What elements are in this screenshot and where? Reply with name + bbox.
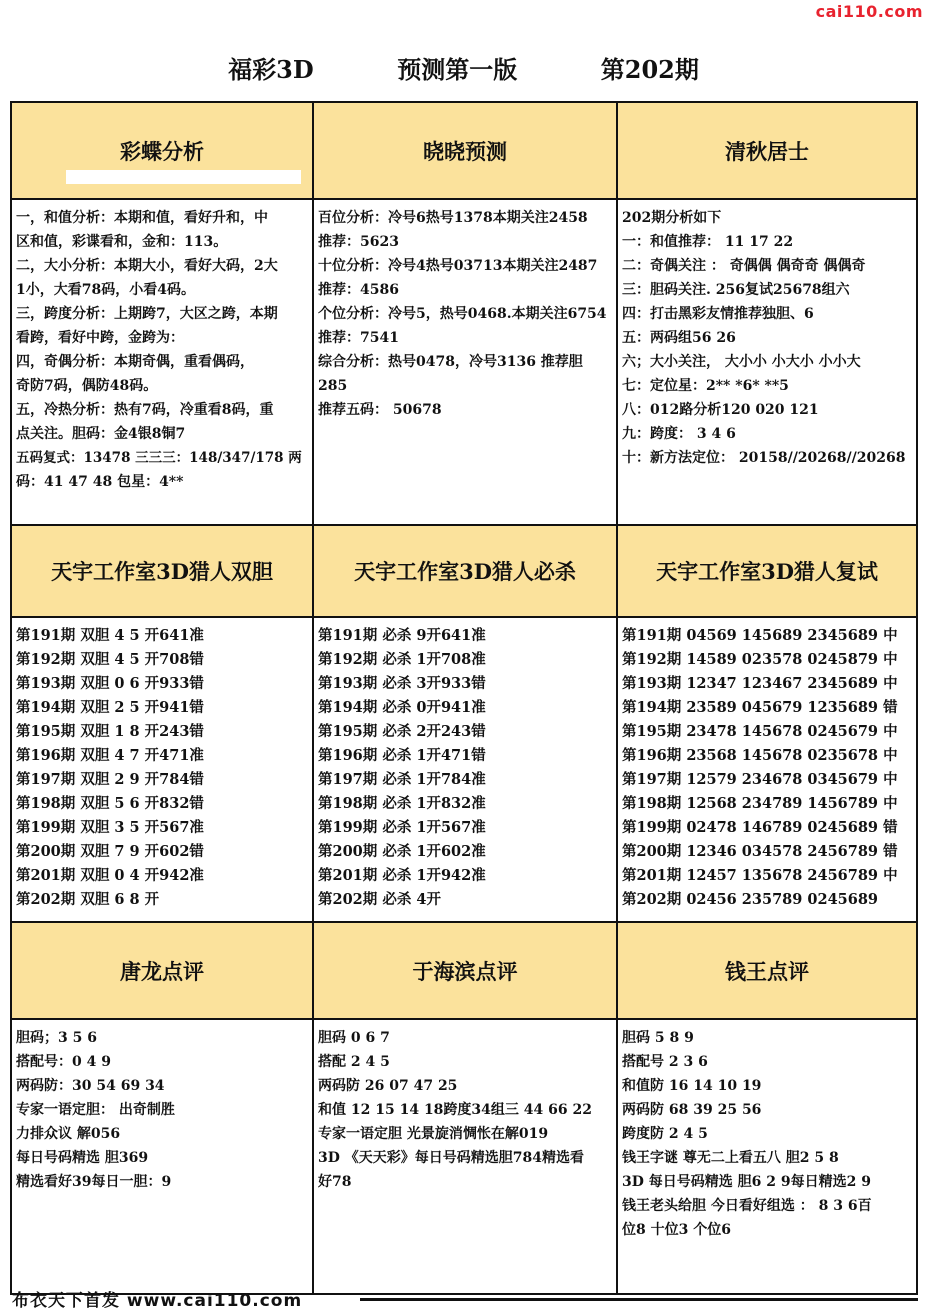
section-line: 五：两码组56 26 bbox=[622, 330, 736, 346]
section-body-qingqiu bbox=[618, 200, 918, 526]
section-line: 六；大小关注， 大小小 小大小 小小大 bbox=[622, 354, 861, 370]
section-header-yuhaibin: 于海滨点评 bbox=[314, 923, 618, 1020]
section-line: 搭配号：0 4 9 bbox=[16, 1054, 111, 1070]
section-body-xiaoxiao bbox=[314, 200, 618, 526]
section-line: 七：定位星：2** *6* **5 bbox=[622, 378, 789, 394]
section-line: 搭配 2 4 5 bbox=[318, 1054, 390, 1070]
section-line: 一：和值推荐： 11 17 22 bbox=[622, 234, 794, 250]
section-line: 推荐：4586 bbox=[318, 282, 399, 298]
section-line: 第202期 双胆 6 8 开 bbox=[16, 891, 160, 908]
title-issue: 第202期 bbox=[600, 55, 699, 84]
section-line: 两码防 26 07 47 25 bbox=[318, 1078, 458, 1094]
section-line: 第200期 12346 034578 2456789 错 bbox=[622, 843, 898, 860]
section-line: 第198期 双胆 5 6 开832错 bbox=[16, 795, 204, 812]
section-line: 3D 每日号码精选 胆6 2 9每日精选2 9 bbox=[622, 1174, 871, 1190]
section-line: 专家一语定胆 光景旋消惆怅在解019 bbox=[318, 1126, 549, 1142]
section-line: 第201期 12457 135678 2456789 中 bbox=[622, 867, 898, 884]
section-line: 第193期 必杀 3开933错 bbox=[318, 675, 486, 692]
section-line: 第200期 必杀 1开602准 bbox=[318, 843, 486, 860]
section-line: 第191期 双胆 4 5 开641准 bbox=[16, 627, 204, 644]
section-line: 综合分析：热号0478，冷号3136 推荐胆 bbox=[318, 354, 583, 370]
section-header-bisha: 天宇工作室3D猎人必杀 bbox=[314, 526, 618, 618]
section-line: 四，奇偶分析：本期奇偶，重看偶码， bbox=[16, 354, 254, 370]
section-line: 五码复式：13478 三三三：148/347/178 两 bbox=[16, 450, 302, 466]
section-header-qianwang: 钱王点评 bbox=[618, 923, 918, 1020]
section-line: 三：胆码关注. 256复试25678组六 bbox=[622, 282, 850, 298]
section-line: 钱王老头给胆 今日看好组选 ： 8 3 6百 bbox=[622, 1198, 872, 1214]
section-body-fushi bbox=[618, 618, 918, 923]
section-header-tanglong: 唐龙点评 bbox=[12, 923, 314, 1020]
section-line: 两码防 68 39 25 56 bbox=[622, 1102, 762, 1118]
section-line: 专家一语定胆： 出奇制胜 bbox=[16, 1102, 175, 1118]
section-line: 第199期 双胆 3 5 开567准 bbox=[16, 819, 204, 836]
section-line: 第192期 双胆 4 5 开708错 bbox=[16, 651, 204, 668]
page-title bbox=[0, 50, 927, 85]
section-line: 第194期 必杀 0开941准 bbox=[318, 699, 486, 716]
section-line: 胆码；3 5 6 bbox=[16, 1030, 97, 1046]
section-header-qingqiu: 清秋居士 bbox=[618, 103, 918, 200]
section-body-yuhaibin bbox=[314, 1020, 618, 1295]
footer-rule bbox=[360, 1298, 918, 1301]
section-line: 两码防：30 54 69 34 bbox=[16, 1078, 165, 1094]
title-lottery: 福彩3D bbox=[228, 55, 314, 84]
section-line: 第197期 双胆 2 9 开784错 bbox=[16, 771, 204, 788]
section-body-bisha bbox=[314, 618, 618, 923]
section-line: 码：41 47 48 包星：4** bbox=[16, 474, 184, 490]
section-line: 钱王字谜 尊无二上看五八 胆2 5 8 bbox=[622, 1150, 839, 1166]
footer-source: 布衣天下首发 www.cai110.com bbox=[12, 1291, 303, 1311]
section-line: 八：012路分析120 020 121 bbox=[622, 402, 819, 418]
section-line: 二，大小分析：本期大小，看好大码，2大 bbox=[16, 258, 278, 274]
section-line: 第199期 必杀 1开567准 bbox=[318, 819, 486, 836]
section-line: 第200期 双胆 7 9 开602错 bbox=[16, 843, 204, 860]
section-body-caidie bbox=[12, 200, 314, 526]
section-line: 第191期 04569 145689 2345689 中 bbox=[622, 627, 898, 644]
section-body-tanglong bbox=[12, 1020, 314, 1295]
section-line: 点关注。胆码：金4银8铜7 bbox=[16, 426, 186, 442]
section-line: 推荐：7541 bbox=[318, 330, 399, 346]
section-line: 第201期 双胆 0 4 开942准 bbox=[16, 867, 204, 884]
section-line: 位8 十位3 个位6 bbox=[622, 1222, 731, 1238]
section-line: 第196期 双胆 4 7 开471准 bbox=[16, 747, 204, 764]
section-line: 五，冷热分析：热有7码，冷重看8码，重 bbox=[16, 402, 274, 418]
section-line: 第198期 12568 234789 1456789 中 bbox=[622, 795, 898, 812]
section-header-shuangdan: 天宇工作室3D猎人双胆 bbox=[12, 526, 314, 618]
section-line: 推荐：5623 bbox=[318, 234, 399, 250]
section-line: 四：打击黑彩友情推荐独胆、6 bbox=[622, 306, 814, 322]
section-line: 第197期 12579 234678 0345679 中 bbox=[622, 771, 898, 788]
section-line: 胆码 5 8 9 bbox=[622, 1030, 694, 1046]
section-line: 每日号码精选 胆369 bbox=[16, 1150, 149, 1166]
section-line: 胆码 0 6 7 bbox=[318, 1030, 390, 1046]
section-line: 个位分析：冷号5，热号0468.本期关注6754 bbox=[318, 306, 607, 322]
section-line: 百位分析：冷号6热号1378本期关注2458 bbox=[318, 210, 588, 226]
section-body-shuangdan bbox=[12, 618, 314, 923]
section-line: 第192期 必杀 1开708准 bbox=[318, 651, 486, 668]
section-header-fushi: 天宇工作室3D猎人复试 bbox=[618, 526, 918, 618]
section-line: 跨度防 2 4 5 bbox=[622, 1126, 708, 1142]
section-line: 力排众议 解056 bbox=[16, 1126, 121, 1142]
section-line: 第194期 23589 045679 1235689 错 bbox=[622, 699, 898, 716]
section-line: 一，和值分析：本期和值，看好升和，中 bbox=[16, 210, 268, 226]
section-line: 第198期 必杀 1开832准 bbox=[318, 795, 486, 812]
title-edition: 预测第一版 bbox=[397, 55, 518, 84]
section-line: 搭配号 2 3 6 bbox=[622, 1054, 708, 1070]
section-line: 第191期 必杀 9开641准 bbox=[318, 627, 486, 644]
section-line: 202期分析如下 bbox=[622, 210, 722, 226]
section-line: 第194期 双胆 2 5 开941错 bbox=[16, 699, 204, 716]
redaction-bar bbox=[66, 170, 301, 184]
section-header-xiaoxiao: 晓晓预测 bbox=[314, 103, 618, 200]
section-line: 好78 bbox=[318, 1174, 352, 1190]
section-line: 第195期 23478 145678 0245679 中 bbox=[622, 723, 898, 740]
section-line: 1小，大看78码，小看4码。 bbox=[16, 282, 195, 298]
section-line: 第193期 双胆 0 6 开933错 bbox=[16, 675, 204, 692]
section-line: 十：新方法定位： 20158//20268//20268 bbox=[622, 450, 906, 466]
section-line: 区和值，彩谍看和，金和：113。 bbox=[16, 234, 228, 250]
section-header-caidie: 彩蝶分析 bbox=[12, 103, 314, 200]
section-line: 看跨，看好中跨，金跨为： bbox=[16, 330, 184, 346]
section-line: 第195期 双胆 1 8 开243错 bbox=[16, 723, 204, 740]
section-line: 3D 《天天彩》每日号码精选胆784精选看 bbox=[318, 1150, 584, 1166]
prediction-grid bbox=[10, 101, 918, 1295]
section-line: 285 bbox=[318, 378, 348, 394]
section-line: 九：跨度： 3 4 6 bbox=[622, 426, 736, 442]
section-line: 第193期 12347 123467 2345689 中 bbox=[622, 675, 898, 692]
section-line: 第196期 必杀 1开471错 bbox=[318, 747, 486, 764]
site-logo-text: cai110.com bbox=[815, 2, 923, 21]
section-line: 和值 12 15 14 18跨度34组三 44 66 22 bbox=[318, 1102, 592, 1118]
section-line: 第201期 必杀 1开942准 bbox=[318, 867, 486, 884]
section-line: 第199期 02478 146789 0245689 错 bbox=[622, 819, 898, 836]
section-line: 推荐五码： 50678 bbox=[318, 402, 442, 418]
section-line: 第195期 必杀 2开243错 bbox=[318, 723, 486, 740]
section-line: 二：奇偶关注 ： 奇偶偶 偶奇奇 偶偶奇 bbox=[622, 258, 866, 274]
section-line: 和值防 16 14 10 19 bbox=[622, 1078, 762, 1094]
section-line: 十位分析：冷号4热号03713本期关注2487 bbox=[318, 258, 598, 274]
section-line: 奇防7码，偶防48码。 bbox=[16, 378, 158, 394]
section-line: 第202期 02456 235789 0245689 bbox=[622, 891, 879, 908]
section-line: 第192期 14589 023578 0245879 中 bbox=[622, 651, 898, 668]
section-body-qianwang bbox=[618, 1020, 918, 1295]
section-line: 第197期 必杀 1开784准 bbox=[318, 771, 486, 788]
section-line: 第196期 23568 145678 0235678 中 bbox=[622, 747, 898, 764]
section-line: 第202期 必杀 4开 bbox=[318, 891, 441, 908]
section-line: 三，跨度分析：上期跨7，大区之跨，本期 bbox=[16, 306, 278, 322]
section-line: 精选看好39每日一胆：9 bbox=[16, 1174, 172, 1190]
